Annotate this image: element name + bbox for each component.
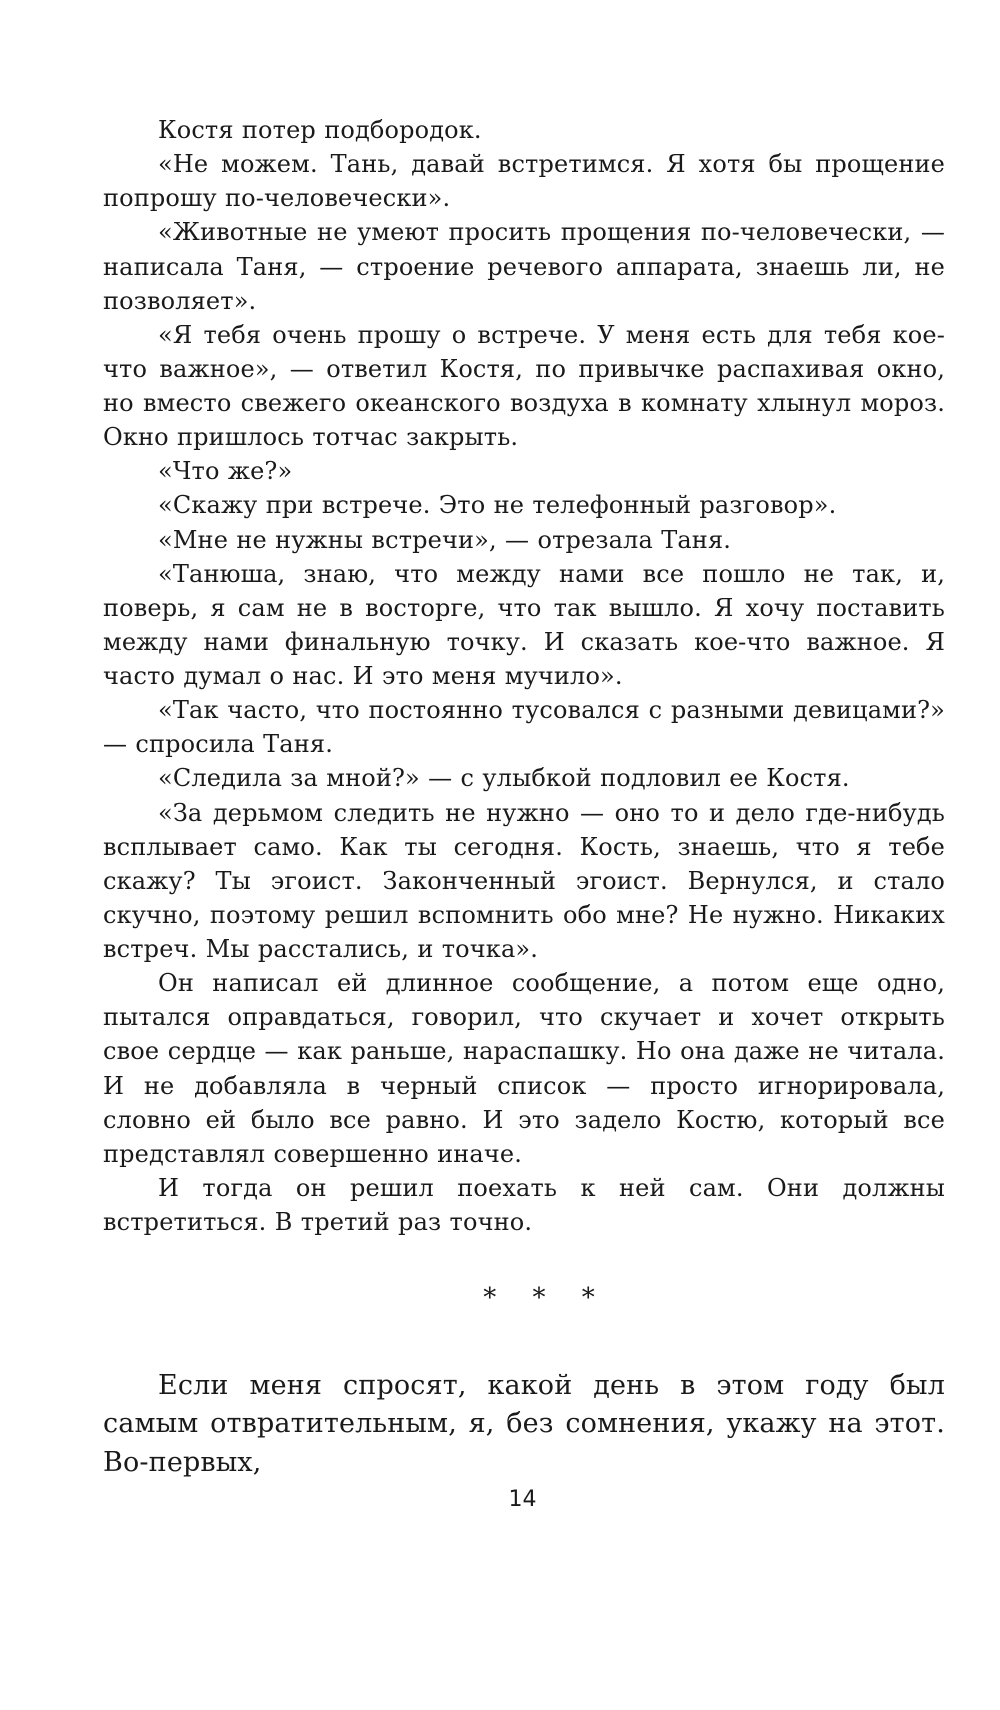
paragraph: «Танюша, знаю, что между нами все пошло не так, и, поверь, я сам не в восторге, что так вышло. Я хочу поставить между нами финальную точку. И сказать кое-что важное. Я часто думал о нас. И это меня мучило». [103,559,945,690]
paragraph: «Животные не умеют просить прощения по-человечески, — написала Таня, — строение речевого аппарата, знаешь ли, не позволяет». [103,218,945,315]
page-number: 14 [508,1487,537,1512]
paragraph: Костя потер подбородок. [158,116,482,144]
section-separator: * * * [483,1283,609,1313]
paragraph: «Я тебя очень прошу о встрече. У меня есть для тебя кое-что важное», — ответил Костя, по привычке распахивая окно, но вместо свежего океанского воздуха в комнату хлынул мороз. Окно пришлось тотчас закрыть. [103,320,945,452]
paragraph: «Не можем. Тань, давай встретимся. Я хотя бы прощение попрошу по-человечески». [103,150,945,213]
paragraph: «Что же?» [158,457,293,486]
paragraph: «Скажу при встрече. Это не телефонный разговор». [158,491,837,520]
paragraph: Если меня спросят, какой день в этом году был самым отвратительным, я, без сомнения, укажу на этот. Во-первых, [103,1370,945,1478]
paragraph: «Следила за мной?» — с улыбкой подловил ее Костя. [158,764,850,793]
paragraph: Он написал ей длинное сообщение, а потом еще одно, пытался оправдаться, говорил, что скучает и хочет открыть свое сердце — как раньше, нараспашку. Но она даже не читала. И не добавляла в черный список — просто игнорировала, словно ей было все равно. И это задело Костю, который все представлял совершенно иначе. [103,969,945,1168]
next-section-text [103,1367,945,1482]
main-text [103,113,945,1239]
paragraph: «Мне не нужны встречи», — отрезала Таня. [158,525,732,554]
paragraph: «Так часто, что постоянно тусовался с разными девицами?» — спросила Таня. [103,696,945,759]
paragraph: И тогда он решил поехать к ней сам. Они должны встретиться. В третий раз точно. [103,1173,945,1236]
paragraph: «За дерьмом следить не нужно — оно то и дело где-нибудь всплывает само. Как ты сегодня. Кость, знаешь, что я тебе скажу? Ты эгоист. Законченный эгоист. Вернулся, и стало скучно, поэтому решил вспомнить обо мне? Не нужно. Никаких встреч. Мы расстались, и точка». [103,798,945,963]
